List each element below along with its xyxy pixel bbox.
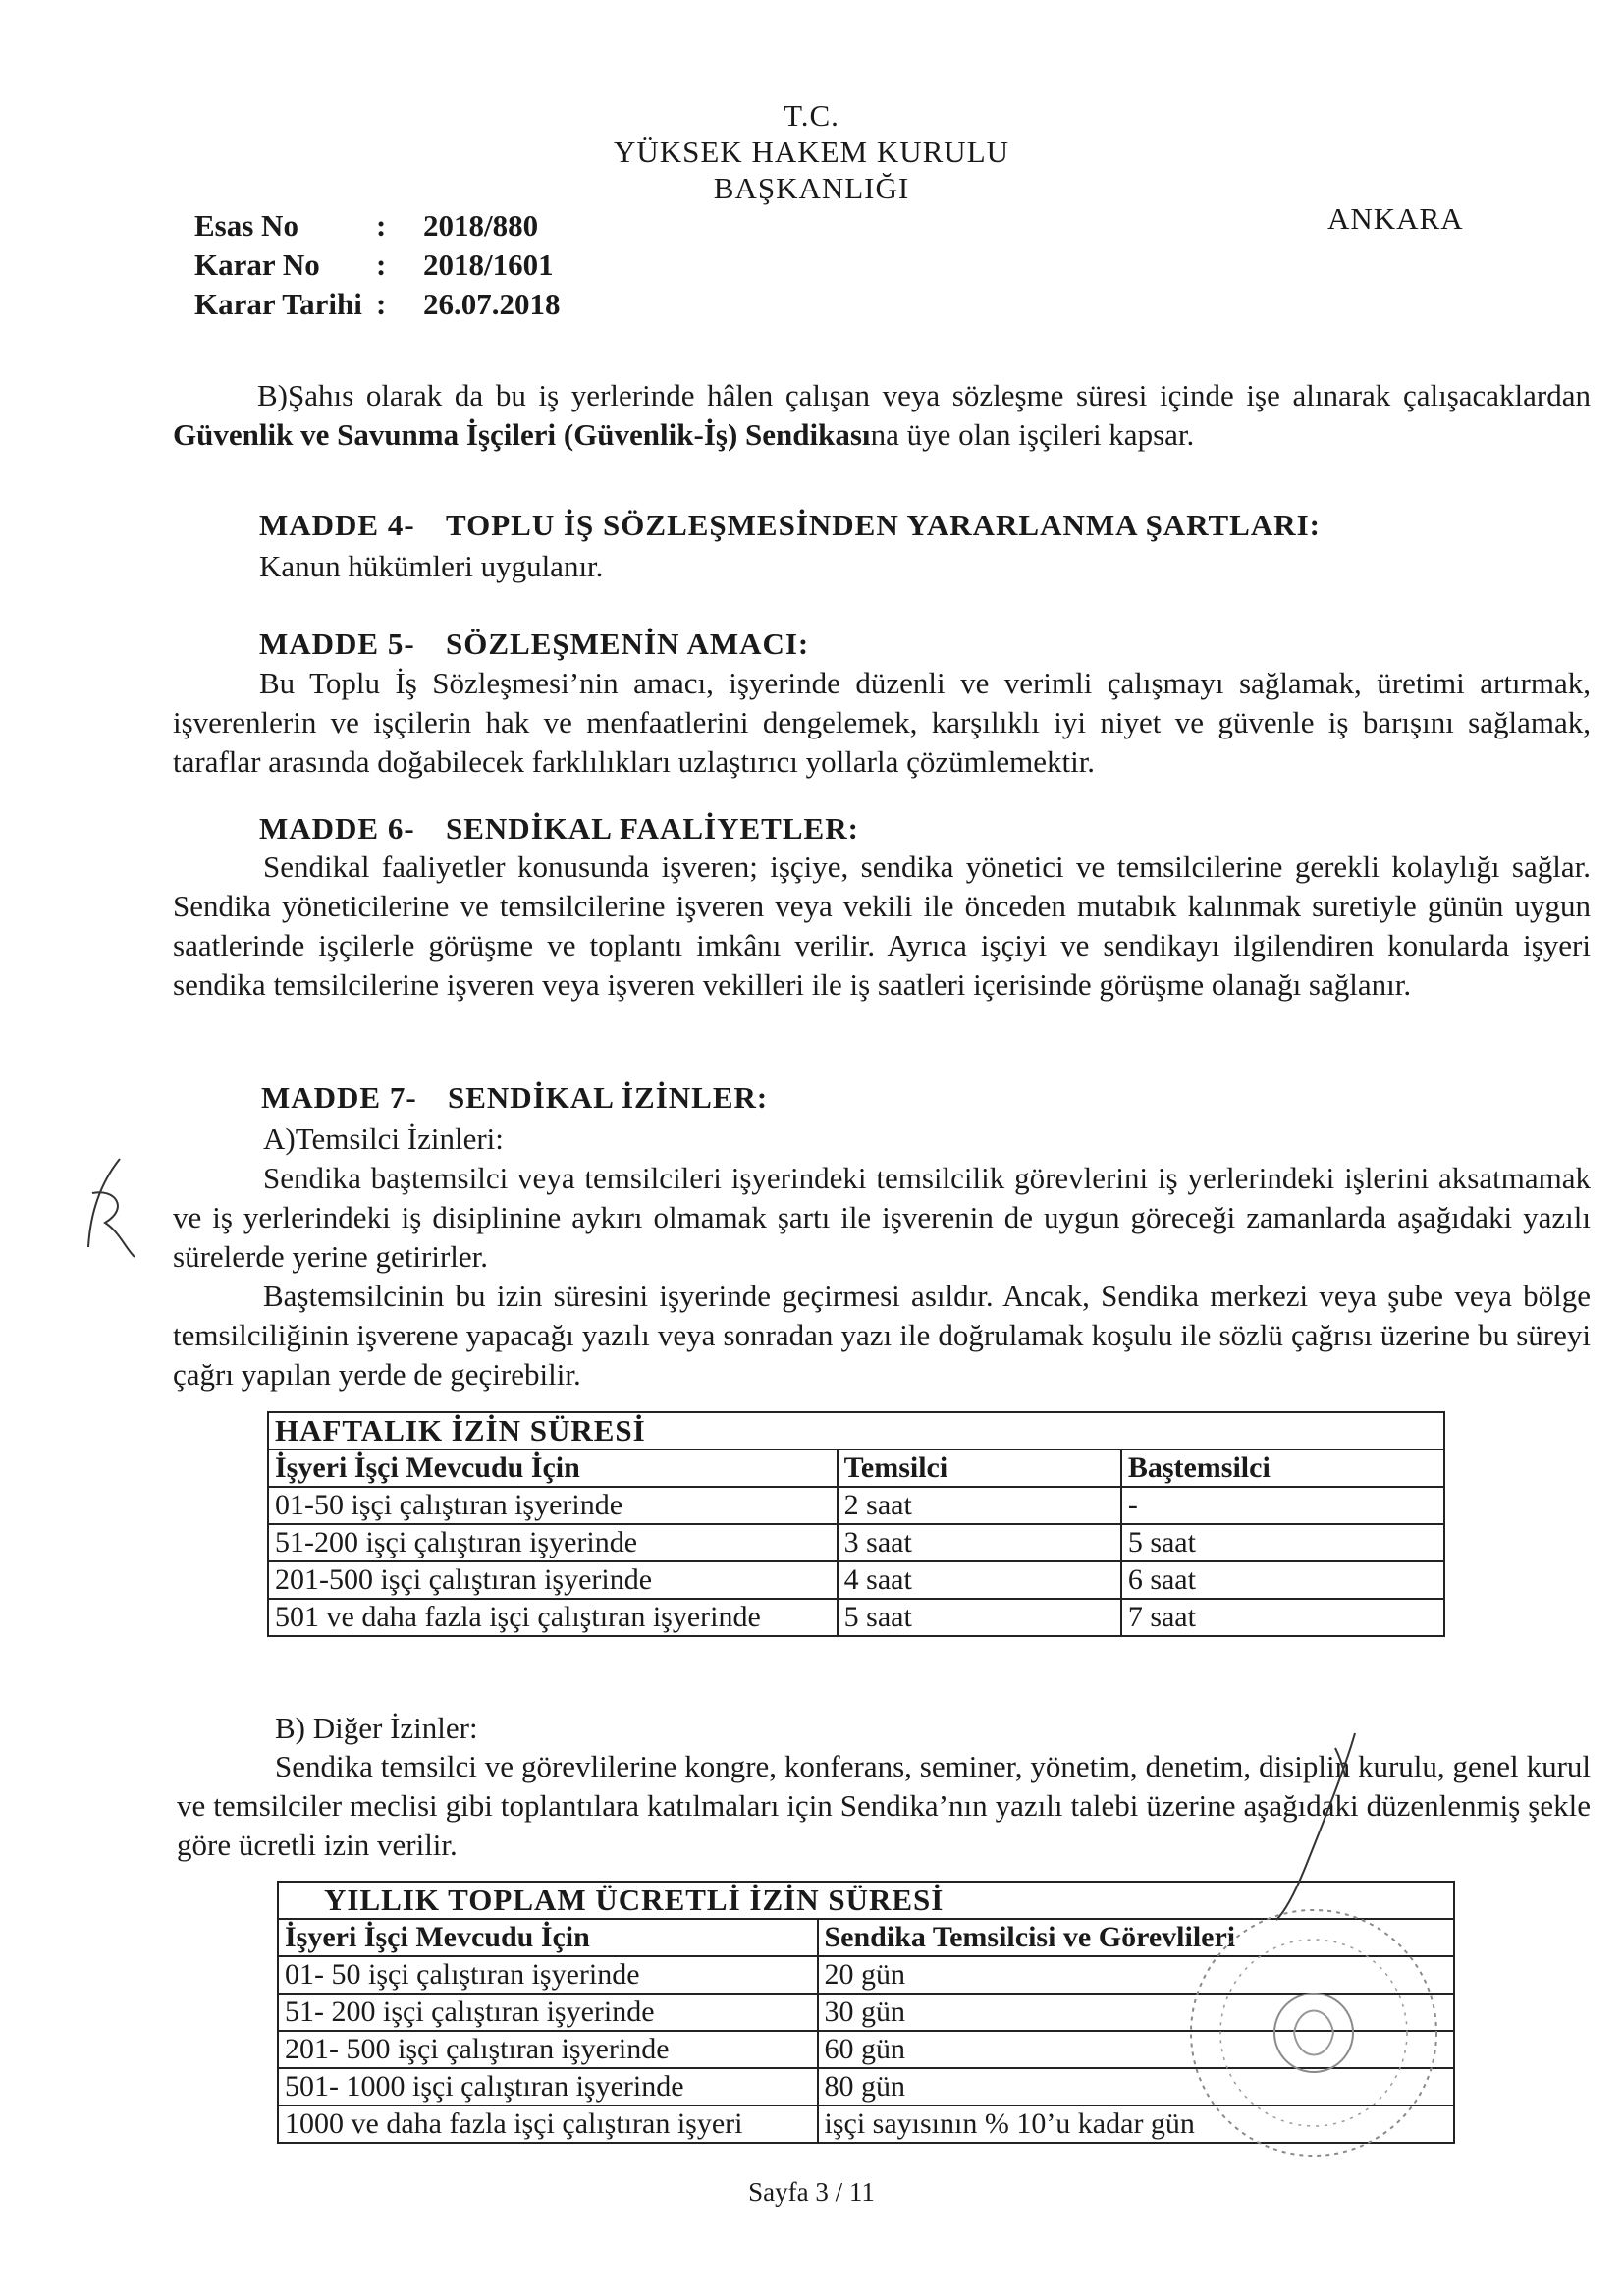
official-seal-stamp	[1166, 1895, 1461, 2170]
meta-value: 26.07.2018	[423, 287, 561, 321]
table-cell: 501 ve daha fazla işçi çalıştıran işyerinde	[268, 1599, 838, 1636]
meta-sep: :	[376, 208, 387, 243]
table-cell: 6 saat	[1121, 1561, 1444, 1599]
table-cell: 5 saat	[838, 1599, 1121, 1636]
table-title: HAFTALIK İZİN SÜRESİ	[268, 1412, 1444, 1449]
column-header: Baştemsilci	[1121, 1449, 1444, 1487]
header-department: BAŞKANLIĞI	[713, 171, 910, 205]
table-cell: işçi sayısının % 10’u kadar gün	[818, 2105, 1455, 2143]
madde7-subsection-b: B) Diğer İzinler:	[275, 1711, 478, 1745]
table-cell: 7 saat	[1121, 1599, 1444, 1636]
table-cell: 01-50 işçi çalıştıran işyerinde	[268, 1487, 838, 1524]
madde7-paragraph-2: Baştemsilcinin bu izin süresini işyerinde geçirmesi asıldır. Ancak, Sendika merkezi veya şube veya bölge temsilciliğinin işverene yapacağı yazılı veya sonradan yazı ile doğrulamak koşulu ile sözlü çağrısı üzerine bu süreyi çağrı yapılan yerde de geçirebilir.	[173, 1279, 1591, 1392]
madde6-text: Sendikal faaliyetler konusunda işveren; işçiye, sendika yönetici ve temsilcilerine gerekli kolaylığı sağlar. Sendika yöneticilerine ve temsilcilerine işveren veya vekili ile önceden mutabık kalınmak suretiyle günün uygun saatlerinde işçilerle görüşme ve toplantı imkânı verilir. Ayrıca işçiyi ve sendikayı ilgilendiren konularda işyeri sendika temsilcilerine işveren veya işveren vekilleri ile iş saatleri içerisinde görüşme olanağı sağlanır.	[173, 849, 1591, 1002]
madde-title: SENDİKAL İZİNLER:	[448, 1080, 769, 1115]
meta-sep: :	[376, 247, 387, 282]
table-cell: 01- 50 işçi çalıştıran işyerinde	[278, 1956, 818, 1994]
table-title-row	[268, 1412, 1444, 1449]
table-cell: 201- 500 işçi çalıştıran işyerinde	[278, 2031, 818, 2068]
table-cell: 501- 1000 işçi çalıştıran işyerinde	[278, 2068, 818, 2105]
meta-row	[194, 285, 561, 324]
table-cell: 51-200 işçi çalıştıran işyerinde	[268, 1524, 838, 1561]
intro-text-end: na üye olan işçileri kapsar.	[870, 417, 1195, 452]
header-city: ANKARA	[1327, 201, 1464, 236]
madde5-text: Bu Toplu İş Sözleşmesi’nin amacı, işyerinde düzenli ve verimli çalışmayı sağlamak, üretimi artırmak, işverenlerin ve işçilerin hak ve menfaatlerini dengelemek, karşılıklı iyi niyet ve güvenle iş barışını sağlamak, taraflar arasında doğabilecek farklılıkları uzlaştırıcı yollarla çözümlemektir.	[173, 666, 1591, 779]
madde4-text: Kanun hükümleri uygulanır.	[259, 549, 604, 583]
meta-value: 2018/1601	[423, 247, 554, 282]
table-row	[268, 1524, 1444, 1561]
table-title: YILLIK TOPLAM ÜCRETLİ İZİN SÜRESİ	[278, 1882, 1454, 1919]
header-institution: YÜKSEK HAKEM KURULU	[613, 135, 1010, 169]
intro-text: B)Şahıs olarak da bu iş yerlerinde hâlen çalışan veya sözleşme süresi içinde işe alınarak çalışacaklardan	[257, 378, 1591, 412]
madde-title: TOPLU İŞ SÖZLEŞMESİNDEN YARARLANMA ŞARTLARI:	[446, 508, 1322, 542]
table-cell: 51- 200 işçi çalıştıran işyerinde	[278, 1994, 818, 2031]
case-meta	[194, 206, 561, 324]
meta-label: Karar No	[194, 247, 320, 282]
madde-title: SENDİKAL FAALİYETLER:	[446, 811, 859, 846]
madde7-paragraph-3: Sendika temsilci ve görevlilerine kongre, konferans, seminer, yönetim, denetim, disiplin kurulu, genel kurul ve temsilciler meclisi gibi toplantılara katılmaları için Sendika’nın yazılı talebi üzerine aşağıdaki düzenlenmiş şekle göre ücretli izin verilir.	[177, 1749, 1591, 1862]
meta-sep: :	[376, 287, 387, 321]
column-header: İşyeri İşçi Mevcudu İçin	[268, 1449, 838, 1487]
table-row	[268, 1561, 1444, 1599]
column-header: Sendika Temsilcisi ve Görevlileri	[818, 1919, 1455, 1956]
handwritten-initial-mark	[81, 1154, 139, 1262]
table-cell: 80 gün	[818, 2068, 1455, 2105]
intro-union-name: Güvenlik ve Savunma İşçileri (Güvenlik-İş) Sendikası	[173, 417, 871, 452]
table-row	[268, 1487, 1444, 1524]
column-header: İşyeri İşçi Mevcudu İçin	[278, 1919, 818, 1956]
table-header-row	[268, 1449, 1444, 1487]
weekly-leave-table	[267, 1411, 1445, 1637]
madde6-heading	[259, 811, 859, 847]
madde7-heading	[261, 1080, 768, 1116]
table-cell: 20 gün	[818, 1956, 1455, 1994]
intro-paragraph	[173, 376, 1591, 455]
table-cell: 201-500 işçi çalıştıran işyerinde	[268, 1561, 838, 1599]
madde4-heading	[259, 508, 1321, 543]
table-cell: 3 saat	[838, 1524, 1121, 1561]
meta-label: Karar Tarihi	[194, 287, 362, 321]
madde-number: MADDE 6-	[259, 811, 415, 846]
madde7-subsection-a: A)Temsilci İzinleri:	[263, 1121, 504, 1156]
table-cell: 30 gün	[818, 1994, 1455, 2031]
table-cell: 4 saat	[838, 1561, 1121, 1599]
madde5-heading	[259, 627, 809, 662]
meta-label: Esas No	[194, 208, 298, 243]
table-row	[268, 1599, 1444, 1636]
header-tc: T.C.	[784, 98, 839, 133]
madde7-paragraph-1: Sendika baştemsilci veya temsilcileri işyerindeki temsilcilik görevlerini iş yerlerindeki işlerini aksatmamak ve iş yerlerindeki iş disiplinine aykırı olmamak şartı ile işverenin de uygun göreceği zamanlarda aşağıdaki yazılı sürelerde yerine getirirler.	[173, 1161, 1591, 1274]
table-cell: 2 saat	[838, 1487, 1121, 1524]
meta-value: 2018/880	[423, 208, 539, 243]
madde-title: SÖZLEŞMENİN AMACI:	[446, 627, 810, 661]
page-number: Sayfa 3 / 11	[748, 2177, 875, 2207]
madde-number: MADDE 7-	[261, 1080, 417, 1115]
table-cell: -	[1121, 1487, 1444, 1524]
madde-number: MADDE 4-	[259, 508, 415, 542]
meta-row	[194, 206, 561, 246]
meta-row	[194, 246, 561, 285]
table-cell: 1000 ve daha fazla işçi çalıştıran işyeri	[278, 2105, 818, 2143]
madde-number: MADDE 5-	[259, 627, 415, 661]
table-cell: 60 gün	[818, 2031, 1455, 2068]
table-cell: 5 saat	[1121, 1524, 1444, 1561]
column-header: Temsilci	[838, 1449, 1121, 1487]
